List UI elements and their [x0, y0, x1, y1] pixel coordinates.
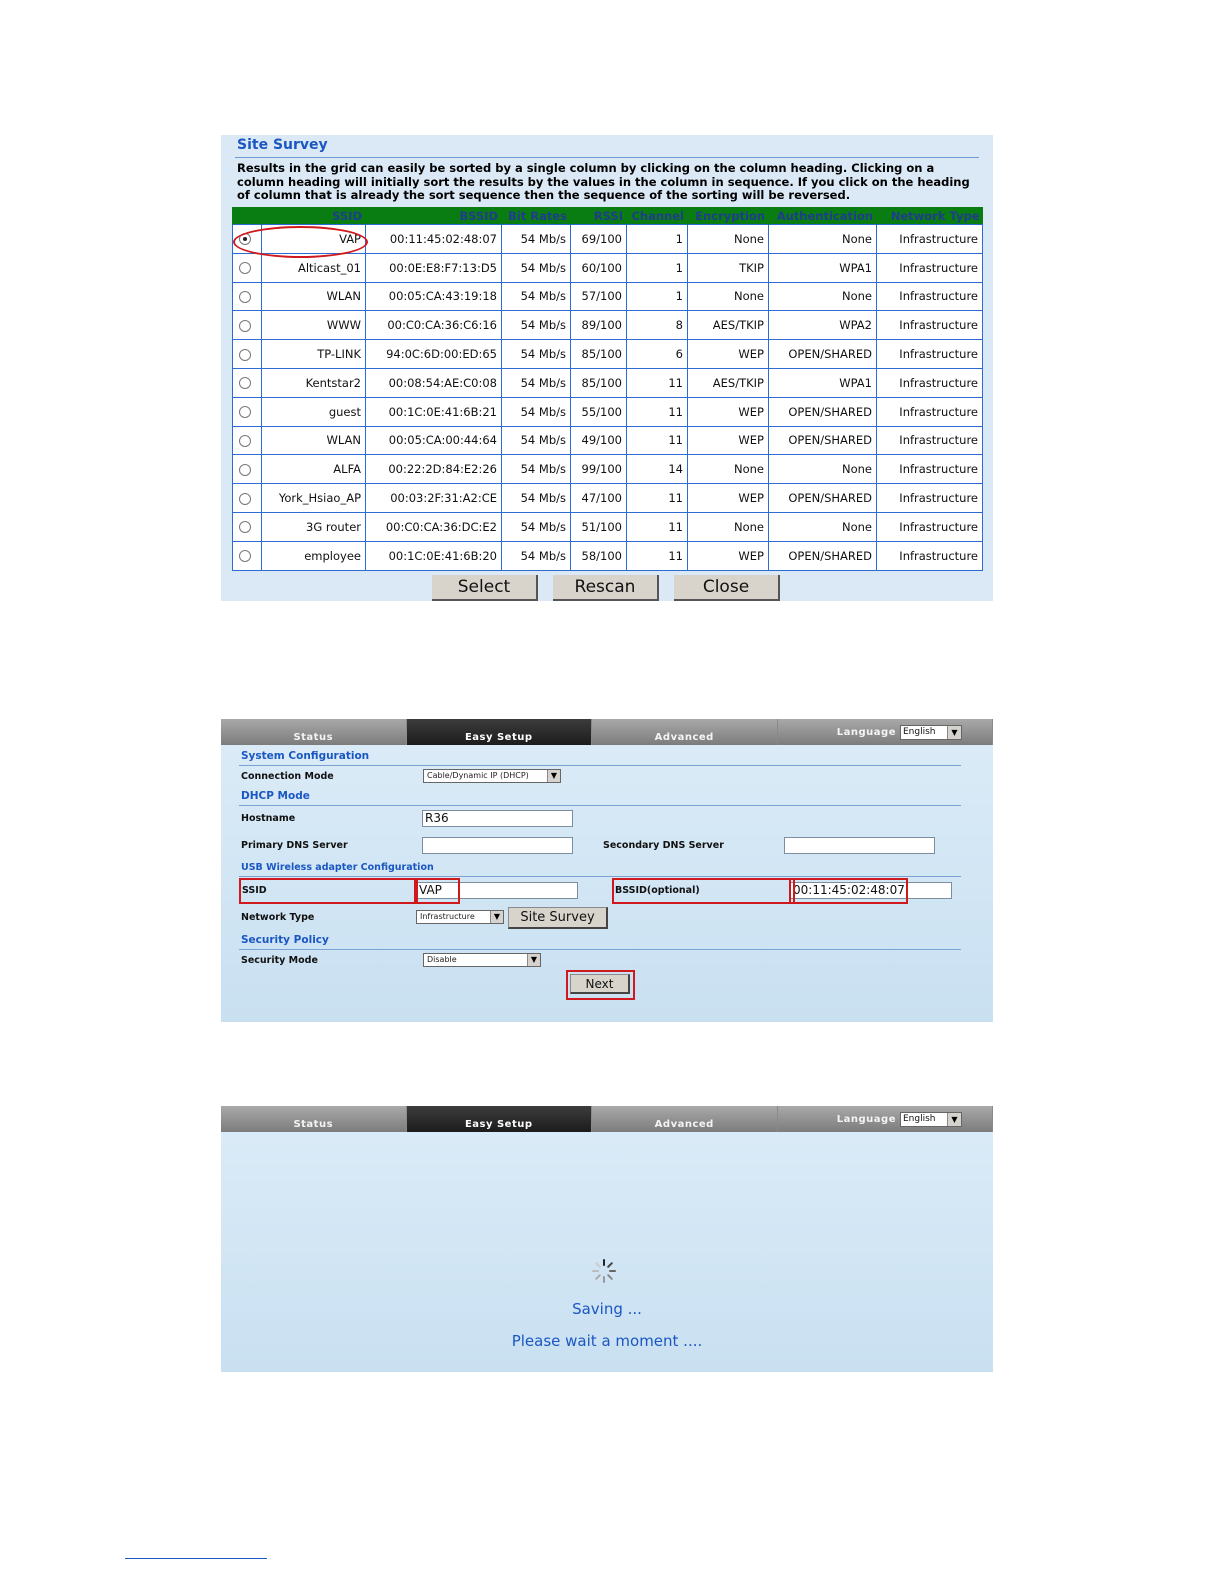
rssi-cell: 58/100 — [571, 541, 627, 570]
bit-rate-cell: 54 Mb/s — [502, 397, 571, 426]
ssid-cell: Alticast_01 — [262, 253, 366, 282]
table-row[interactable] — [233, 512, 983, 541]
channel-cell: 6 — [627, 340, 688, 369]
encryption-cell: None — [688, 282, 769, 311]
network-type-cell: Infrastructure — [877, 340, 983, 369]
encryption-cell: None — [688, 512, 769, 541]
ssid-cell: ALFA — [262, 455, 366, 484]
easy-setup-panel — [221, 719, 993, 1022]
section-system-configuration: System Configuration — [241, 750, 370, 762]
radio-cell — [233, 455, 262, 484]
tab-easy-setup[interactable]: Easy Setup — [407, 1106, 593, 1132]
survey-button-bar — [221, 573, 993, 601]
ssid-cell: WWW — [262, 311, 366, 340]
column-header-select — [233, 207, 262, 225]
rssi-cell: 47/100 — [571, 484, 627, 513]
column-header-network-type[interactable]: Network Type — [877, 207, 983, 225]
bssid-cell: 00:0E:E8:F7:13:D5 — [366, 253, 502, 282]
bssid-label: BSSID(optional) — [615, 885, 700, 896]
authentication-cell: OPEN/SHARED — [769, 484, 877, 513]
rssi-cell: 60/100 — [571, 253, 627, 282]
column-header-rssi[interactable]: RSSI — [571, 207, 627, 225]
network-type-cell: Infrastructure — [877, 455, 983, 484]
rssi-cell: 57/100 — [571, 282, 627, 311]
section-usb-wireless-config: USB Wireless adapter Configuration — [241, 862, 434, 873]
rssi-cell: 89/100 — [571, 311, 627, 340]
section-dhcp-mode: DHCP Mode — [241, 790, 310, 802]
column-header-ssid[interactable]: SSID — [262, 207, 366, 225]
bssid-cell: 00:08:54:AE:C0:08 — [366, 368, 502, 397]
nav-tabs — [221, 719, 993, 745]
bssid-cell: 00:03:2F:31:A2:CE — [366, 484, 502, 513]
bit-rate-cell: 54 Mb/s — [502, 426, 571, 455]
column-header-bit-rates[interactable]: Bit Rates — [502, 207, 571, 225]
close-button[interactable]: Close — [674, 575, 780, 601]
bit-rate-cell: 54 Mb/s — [502, 484, 571, 513]
bit-rate-cell: 54 Mb/s — [502, 512, 571, 541]
bit-rate-cell: 54 Mb/s — [502, 368, 571, 397]
column-header-authentication[interactable]: Authentication — [769, 207, 877, 225]
encryption-cell: WEP — [688, 340, 769, 369]
table-row[interactable] — [233, 397, 983, 426]
tab-status[interactable]: Status — [221, 1106, 407, 1132]
channel-cell: 11 — [627, 426, 688, 455]
network-type-cell: Infrastructure — [877, 484, 983, 513]
bssid-cell: 00:1C:0E:41:6B:20 — [366, 541, 502, 570]
authentication-cell: OPEN/SHARED — [769, 397, 877, 426]
radio-cell — [233, 426, 262, 455]
language-label: Language — [836, 726, 896, 738]
channel-cell: 1 — [627, 253, 688, 282]
network-type-label: Network Type — [241, 912, 315, 923]
site-survey-title: Site Survey — [237, 137, 328, 153]
radio-cell — [233, 484, 262, 513]
authentication-cell: None — [769, 512, 877, 541]
channel-cell: 11 — [627, 484, 688, 513]
network-type-cell: Infrastructure — [877, 253, 983, 282]
language-select[interactable] — [900, 725, 962, 740]
bit-rate-cell: 54 Mb/s — [502, 311, 571, 340]
security-mode-value: Disable — [427, 955, 457, 964]
row-radio-button[interactable] — [239, 377, 251, 389]
primary-dns-input[interactable] — [422, 837, 573, 854]
ssid-cell: employee — [262, 541, 366, 570]
connection-mode-value: Cable/Dynamic IP (DHCP) — [427, 771, 529, 780]
primary-dns-label: Primary DNS Server — [241, 840, 348, 851]
table-row[interactable] — [233, 484, 983, 513]
ssid-input[interactable]: VAP — [416, 882, 578, 899]
saving-message: Saving ... — [572, 1300, 642, 1318]
title-divider — [235, 157, 979, 158]
encryption-cell: None — [688, 225, 769, 254]
section-security-policy: Security Policy — [241, 934, 329, 946]
table-header-row — [233, 207, 983, 225]
select-button[interactable]: Select — [432, 575, 538, 601]
chevron-down-icon: ▼ — [947, 1113, 961, 1126]
connection-mode-label: Connection Mode — [241, 771, 334, 782]
table-row[interactable] — [233, 455, 983, 484]
network-type-cell: Infrastructure — [877, 311, 983, 340]
ssid-cell: York_Hsiao_AP — [262, 484, 366, 513]
connection-mode-select[interactable] — [423, 769, 561, 783]
rssi-cell: 99/100 — [571, 455, 627, 484]
security-mode-select[interactable] — [423, 953, 541, 967]
channel-cell: 11 — [627, 368, 688, 397]
chevron-down-icon: ▼ — [527, 954, 540, 966]
language-label: Language — [836, 1113, 896, 1125]
encryption-cell: WEP — [688, 484, 769, 513]
bssid-cell: 00:1C:0E:41:6B:21 — [366, 397, 502, 426]
rescan-button[interactable]: Rescan — [553, 575, 659, 601]
network-type-value: Infrastructure — [420, 912, 475, 921]
bssid-cell: 00:11:45:02:48:07 — [366, 225, 502, 254]
encryption-cell: WEP — [688, 541, 769, 570]
channel-cell: 1 — [627, 282, 688, 311]
nav-tabs — [221, 1106, 993, 1132]
tab-easy-setup[interactable]: Easy Setup — [407, 719, 593, 745]
section-divider — [239, 805, 961, 806]
section-divider — [239, 876, 961, 877]
please-wait-message: Please wait a moment .... — [511, 1332, 703, 1350]
table-row[interactable] — [233, 426, 983, 455]
row-radio-button[interactable] — [239, 233, 251, 245]
loading-spinner-icon — [591, 1258, 617, 1284]
chevron-down-icon: ▼ — [947, 726, 961, 739]
ssid-cell: VAP — [262, 225, 366, 254]
radio-cell — [233, 368, 262, 397]
bssid-cell: 00:05:CA:43:19:18 — [366, 282, 502, 311]
bit-rate-cell: 54 Mb/s — [502, 541, 571, 570]
row-radio-button[interactable] — [239, 320, 251, 332]
authentication-cell: WPA1 — [769, 253, 877, 282]
section-divider — [239, 949, 961, 950]
tab-advanced[interactable]: Advanced — [592, 719, 778, 745]
radio-cell — [233, 541, 262, 570]
radio-cell — [233, 225, 262, 254]
network-type-cell: Infrastructure — [877, 512, 983, 541]
secondary-dns-label: Secondary DNS Server — [603, 840, 724, 851]
radio-cell — [233, 311, 262, 340]
authentication-cell: OPEN/SHARED — [769, 426, 877, 455]
bit-rate-cell: 54 Mb/s — [502, 282, 571, 311]
table-row[interactable] — [233, 253, 983, 282]
row-radio-button[interactable] — [239, 262, 251, 274]
table-row[interactable] — [233, 225, 983, 254]
row-radio-button[interactable] — [239, 291, 251, 303]
rssi-cell: 49/100 — [571, 426, 627, 455]
language-value: English — [903, 1114, 936, 1124]
encryption-cell: WEP — [688, 397, 769, 426]
ssid-cell: TP-LINK — [262, 340, 366, 369]
hostname-input[interactable]: R36 — [422, 810, 573, 827]
bssid-cell: 94:0C:6D:00:ED:65 — [366, 340, 502, 369]
channel-cell: 1 — [627, 225, 688, 254]
authentication-cell: None — [769, 225, 877, 254]
tab-advanced[interactable]: Advanced — [592, 1106, 778, 1132]
rssi-cell: 69/100 — [571, 225, 627, 254]
authentication-cell: WPA2 — [769, 311, 877, 340]
language-area — [778, 1106, 994, 1132]
row-radio-button[interactable] — [239, 435, 251, 447]
row-radio-button[interactable] — [239, 521, 251, 533]
chevron-down-icon: ▼ — [547, 770, 560, 782]
bssid-cell: 00:05:CA:00:44:64 — [366, 426, 502, 455]
network-type-cell: Infrastructure — [877, 282, 983, 311]
row-radio-button[interactable] — [239, 406, 251, 418]
site-survey-panel — [221, 135, 993, 601]
bssid-cell: 00:22:2D:84:E2:26 — [366, 455, 502, 484]
row-radio-button[interactable] — [239, 464, 251, 476]
bit-rate-cell: 54 Mb/s — [502, 225, 571, 254]
next-button[interactable]: Next — [570, 974, 630, 994]
column-header-channel[interactable]: Channel — [627, 207, 688, 225]
network-type-cell: Infrastructure — [877, 225, 983, 254]
bssid-cell: 00:C0:CA:36:DC:E2 — [366, 512, 502, 541]
encryption-cell: AES/TKIP — [688, 311, 769, 340]
network-type-cell: Infrastructure — [877, 541, 983, 570]
hostname-label: Hostname — [241, 813, 296, 824]
channel-cell: 8 — [627, 311, 688, 340]
bit-rate-cell: 54 Mb/s — [502, 455, 571, 484]
encryption-cell: WEP — [688, 426, 769, 455]
bit-rate-cell: 54 Mb/s — [502, 340, 571, 369]
chevron-down-icon: ▼ — [490, 911, 503, 923]
security-mode-label: Security Mode — [241, 955, 318, 966]
bit-rate-cell: 54 Mb/s — [502, 253, 571, 282]
rssi-cell: 85/100 — [571, 340, 627, 369]
bssid-input[interactable]: 00:11:45:02:48:07 — [790, 882, 952, 899]
authentication-cell: None — [769, 282, 877, 311]
bssid-cell: 00:C0:CA:36:C6:16 — [366, 311, 502, 340]
encryption-cell: None — [688, 455, 769, 484]
channel-cell: 11 — [627, 512, 688, 541]
radio-cell — [233, 282, 262, 311]
radio-cell — [233, 512, 262, 541]
table-row[interactable] — [233, 541, 983, 570]
saving-panel — [221, 1106, 993, 1372]
network-type-cell: Infrastructure — [877, 426, 983, 455]
footnote-rule — [125, 1558, 267, 1559]
network-type-select[interactable] — [416, 910, 504, 924]
channel-cell: 11 — [627, 541, 688, 570]
encryption-cell: TKIP — [688, 253, 769, 282]
authentication-cell: None — [769, 455, 877, 484]
authentication-cell: OPEN/SHARED — [769, 541, 877, 570]
section-divider — [239, 765, 961, 766]
radio-cell — [233, 340, 262, 369]
language-area — [778, 719, 994, 745]
row-radio-button[interactable] — [239, 493, 251, 505]
column-header-bssid[interactable]: BSSID — [366, 207, 502, 225]
network-type-cell: Infrastructure — [877, 397, 983, 426]
site-survey-table — [232, 207, 983, 571]
encryption-cell: AES/TKIP — [688, 368, 769, 397]
table-row[interactable] — [233, 282, 983, 311]
ssid-label: SSID — [242, 885, 267, 896]
radio-cell — [233, 253, 262, 282]
authentication-cell: OPEN/SHARED — [769, 340, 877, 369]
column-header-encryption[interactable]: Encryption — [688, 207, 769, 225]
ssid-cell: WLAN — [262, 426, 366, 455]
ssid-cell: 3G router — [262, 512, 366, 541]
rssi-cell: 85/100 — [571, 368, 627, 397]
language-value: English — [903, 727, 936, 737]
ssid-cell: WLAN — [262, 282, 366, 311]
secondary-dns-input[interactable] — [784, 837, 935, 854]
ssid-cell: Kentstar2 — [262, 368, 366, 397]
channel-cell: 14 — [627, 455, 688, 484]
table-row[interactable] — [233, 311, 983, 340]
ssid-cell: guest — [262, 397, 366, 426]
row-radio-button[interactable] — [239, 349, 251, 361]
radio-cell — [233, 397, 262, 426]
channel-cell: 11 — [627, 397, 688, 426]
row-radio-button[interactable] — [239, 550, 251, 562]
table-row[interactable] — [233, 368, 983, 397]
rssi-cell: 51/100 — [571, 512, 627, 541]
authentication-cell: WPA1 — [769, 368, 877, 397]
rssi-cell: 55/100 — [571, 397, 627, 426]
language-select[interactable] — [900, 1112, 962, 1127]
site-survey-description: Results in the grid can easily be sorted by a single column by clicking on the column heading. Clicking on a column heading will initially sort the results by the values in the column in sequence. If you click on the heading of column that is already the sort sequence then the sequence of the sorting will be reversed. — [237, 161, 970, 202]
table-row[interactable] — [233, 340, 983, 369]
site-survey-button[interactable]: Site Survey — [508, 907, 608, 929]
network-type-cell: Infrastructure — [877, 368, 983, 397]
tab-status[interactable]: Status — [221, 719, 407, 745]
